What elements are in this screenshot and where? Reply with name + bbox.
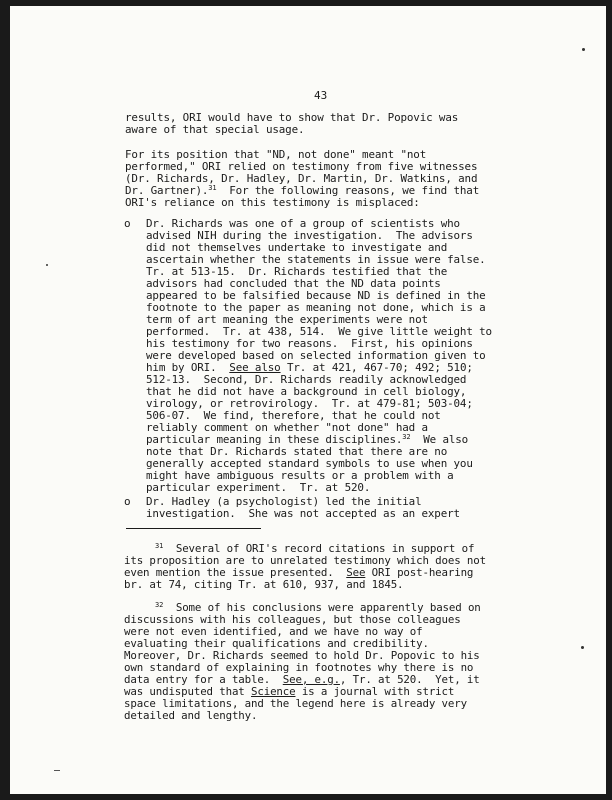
text-line: results, ORI would have to show that Dr. Popovic was [125,111,459,124]
footnote-ref: 31 [208,184,217,192]
text-line: performed," ORI relied on testimony from five witnesses [125,160,478,173]
text-line: that he did not have a background in cell biology, [146,385,467,398]
text-line: aware of that special usage. [125,123,305,136]
text-span: is a journal with strict [295,685,455,698]
text-line: virology, or retrovirology. Tr. at 479-81; 503-04; [146,397,473,410]
text-span: Several of ORI's record citations in support of [175,542,475,555]
footnote-ref: 32 [402,433,411,441]
text-line: investigation. She was not accepted as an expert [146,507,460,520]
text-span: him by ORI. [146,361,230,374]
text-span: was undisputed that [124,685,252,698]
text-line: advised NIH during the investigation. The advisors [146,229,473,242]
text-line: generally accepted standard symbols to use when you [146,457,473,470]
text-line: discussions with his colleagues, but those colleagues [124,613,461,626]
text-span: Some of his conclusions were apparently based on [175,601,481,614]
citation-signal: See also [229,361,281,374]
text-span: We also [410,433,469,446]
text-line: own standard of explaining in footnotes why there is no [124,661,474,674]
scan-mark [54,770,60,771]
footnote-number: 32 [155,601,164,609]
text-line: reliably comment on whether "not done" had a [146,421,428,434]
footnote-number: 31 [155,542,164,550]
page-number: 43 [314,89,328,102]
text-line: particular experiment. Tr. at 520. [146,481,371,494]
scan-speck [581,646,584,649]
scan-speck [582,48,585,51]
text-line: note that Dr. Richards stated that there are no [146,445,448,458]
citation-signal: See, e.g. [282,673,340,686]
text-span: data entry for a table. [124,673,283,686]
text-line: were not even identified, and we have no way of [124,625,423,638]
citation-signal: See [346,566,366,579]
text-span: Dr. Gartner). [125,184,209,197]
text-line: detailed and lengthy. [124,709,258,722]
journal-title: Science [251,685,296,698]
text-line: 512-13. Second, Dr. Richards readily acknowledged [146,373,467,386]
footnote-separator [126,528,261,529]
text-line: might have ambiguous results or a problem with a [146,469,454,482]
document-page [10,6,606,794]
text-line: ORI's reliance on this testimony is misplaced: [125,196,420,209]
text-line: advisors had concluded that the ND data points [146,277,441,290]
text-line: footnote to the paper as meaning not done, which is a [146,301,486,314]
text-line: 506-07. We find, therefore, that he could not [146,409,441,422]
text-span: , Tr. at 520. Yet, it [339,673,480,686]
text-span: particular meaning in these disciplines. [146,433,403,446]
text-line: did not themselves undertake to investigate and [146,241,448,254]
text-line: evaluating their qualifications and credibility. [124,637,429,650]
text-line: were developed based on selected information given to [146,349,486,362]
text-span: ORI post-hearing [365,566,474,579]
text-line: performed. Tr. at 438, 514. We give little weight to [146,325,492,338]
text-span: Tr. at 421, 467-70; 492; 510; [280,361,473,374]
text-line: For its position that "ND, not done" meant "not [125,148,427,161]
text-span: For the following reasons, we find that [216,184,480,197]
text-line: (Dr. Richards, Dr. Hadley, Dr. Martin, Dr. Watkins, and [125,172,478,185]
text-line: Dr. Richards was one of a group of scientists who [146,217,460,230]
scan-speck [46,264,48,266]
text-line: br. at 74, citing Tr. at 610, 937, and 1845. [124,578,404,591]
text-line: its proposition are to unrelated testimony which does not [124,554,486,567]
text-span: even mention the issue presented. [124,566,347,579]
text-line: ascertain whether the statements in issue were false. [146,253,486,266]
bullet-marker: o [124,495,131,508]
bullet-marker: o [124,217,131,230]
text-line: appeared to be falsified because ND is defined in the [146,289,486,302]
text-line: his testimony for two reasons. First, his opinions [146,337,473,350]
text-line: term of art meaning the experiments were not [146,313,428,326]
text-line: Moreover, Dr. Richards seemed to hold Dr. Popovic to his [124,649,480,662]
text-line: Tr. at 513-15. Dr. Richards testified that the [146,265,448,278]
text-line: space limitations, and the legend here is already very [124,697,467,710]
text-line: Dr. Hadley (a psychologist) led the initial [146,495,422,508]
